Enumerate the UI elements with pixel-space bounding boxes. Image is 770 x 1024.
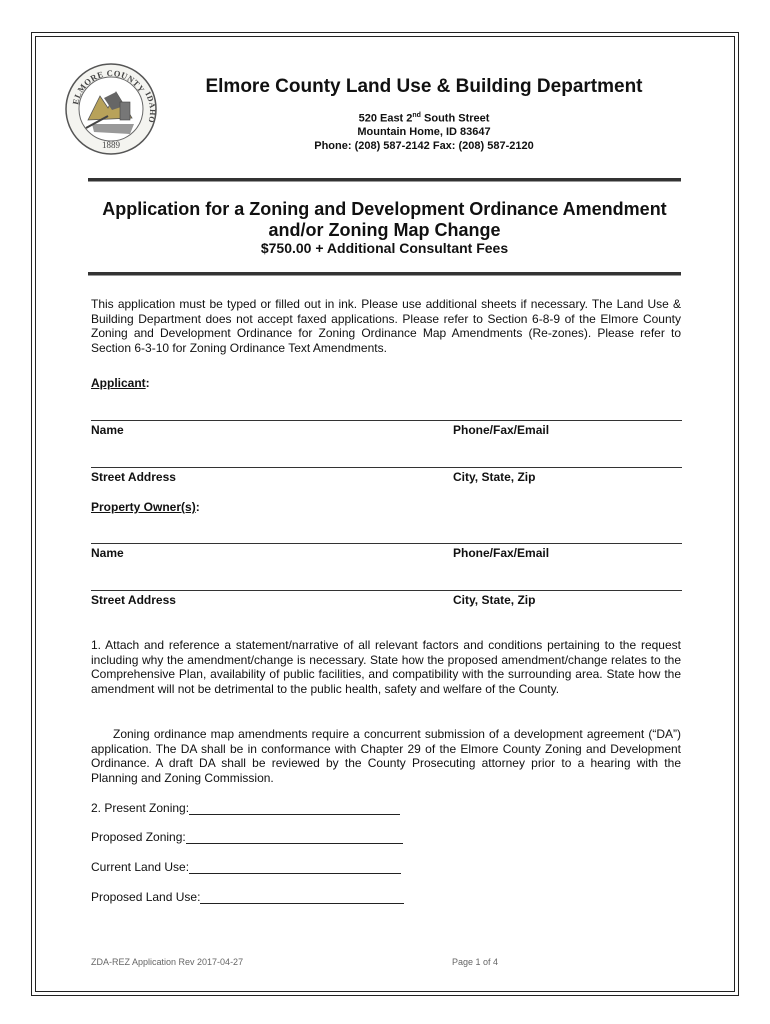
footer-page-number: Page 1 of 4 [452,957,499,967]
current-land-use-row [91,860,401,874]
department-phone: Phone: (208) 587-2142 Fax: (208) 587-2120 [314,140,534,152]
applicant-name-line[interactable] [91,420,682,421]
applicant-contact-label: Phone/Fax/Email [453,423,550,437]
applicant-city-label: City, State, Zip [453,470,536,484]
department-address: 520 East 2nd South Street [358,112,490,125]
svg-text:IDAHO: IDAHO [143,90,158,125]
present-zoning-row [91,801,400,815]
header-divider [88,178,681,182]
proposed-land-use-label: Proposed Land Use: [91,890,201,904]
owner-address-label: Street Address [91,593,176,607]
application-title-line2: and/or Zoning Map Change [268,220,501,240]
proposed-land-use-row [91,890,404,904]
owner-city-label: City, State, Zip [453,593,536,607]
department-city: Mountain Home, ID 83647 [357,126,491,138]
proposed-zoning-label: Proposed Zoning: [91,830,186,844]
applicant-address-label: Street Address [91,470,176,484]
item1-da-note: Zoning ordinance map amendments require a concurrent submission of a development agreement (“DA”) application. The DA shall be in conformance with Chapter 29 of the Elmore County Zoning and Development Ordinance. A draft DA shall be reviewed by the County Prosecuting attorney prior to a hearing with the Planning and Zoning Commission. [91,727,681,786]
county-seal-logo [64,62,158,156]
intro-paragraph: This application must be typed or filled out in ink. Please use additional sheets if necessary. The Land Use & Building Department does not accept faxed applications. Please refer to Section 6-8-9 of the Elmore County Zoning and Development Ordinance for Zoning Ordinance Map Amendments (Re-zones). Please refer to Section 6-3-10 for Zoning Ordinance Text Amendments. [91,297,681,356]
owner-contact-label: Phone/Fax/Email [453,546,550,560]
applicant-name-label: Name [91,423,124,437]
item1-statement: 1. Attach and reference a statement/narrative of all relevant factors and conditions pertaining to the request including why the amendment/change is necessary. State how the proposed amendment/change relates to the Comprehensive Plan, availability of public facilities, and compatibility with the surrounding area. State how the amendment will not be detrimental to the public health, safety and welfare of the County. [91,638,681,697]
applicant-heading: Applicant: [91,376,150,390]
proposed-zoning-field[interactable] [186,831,403,844]
applicant-address-line[interactable] [91,467,682,468]
proposed-zoning-row [91,830,403,844]
application-title-line1: Application for a Zoning and Development Ordinance Amendment [102,199,667,219]
owner-name-label: Name [91,546,124,560]
svg-text:ELMORE COUNTY: ELMORE COUNTY [70,67,147,106]
present-zoning-label: 2. Present Zoning: [91,801,190,815]
owner-heading: Property Owner(s): [91,500,200,514]
svg-text:1889: 1889 [102,140,120,150]
footer-revision: ZDA-REZ Application Rev 2017-04-27 [91,957,244,967]
owner-address-line[interactable] [91,590,682,591]
owner-name-line[interactable] [91,543,682,544]
title-divider [88,272,681,276]
application-fee: $750.00 + Additional Consultant Fees [260,240,509,256]
department-name: Elmore County Land Use & Building Department [205,76,643,97]
current-land-use-label: Current Land Use: [91,860,190,874]
proposed-land-use-field[interactable] [200,891,404,904]
present-zoning-field[interactable] [189,802,400,815]
current-land-use-field[interactable] [189,861,401,874]
